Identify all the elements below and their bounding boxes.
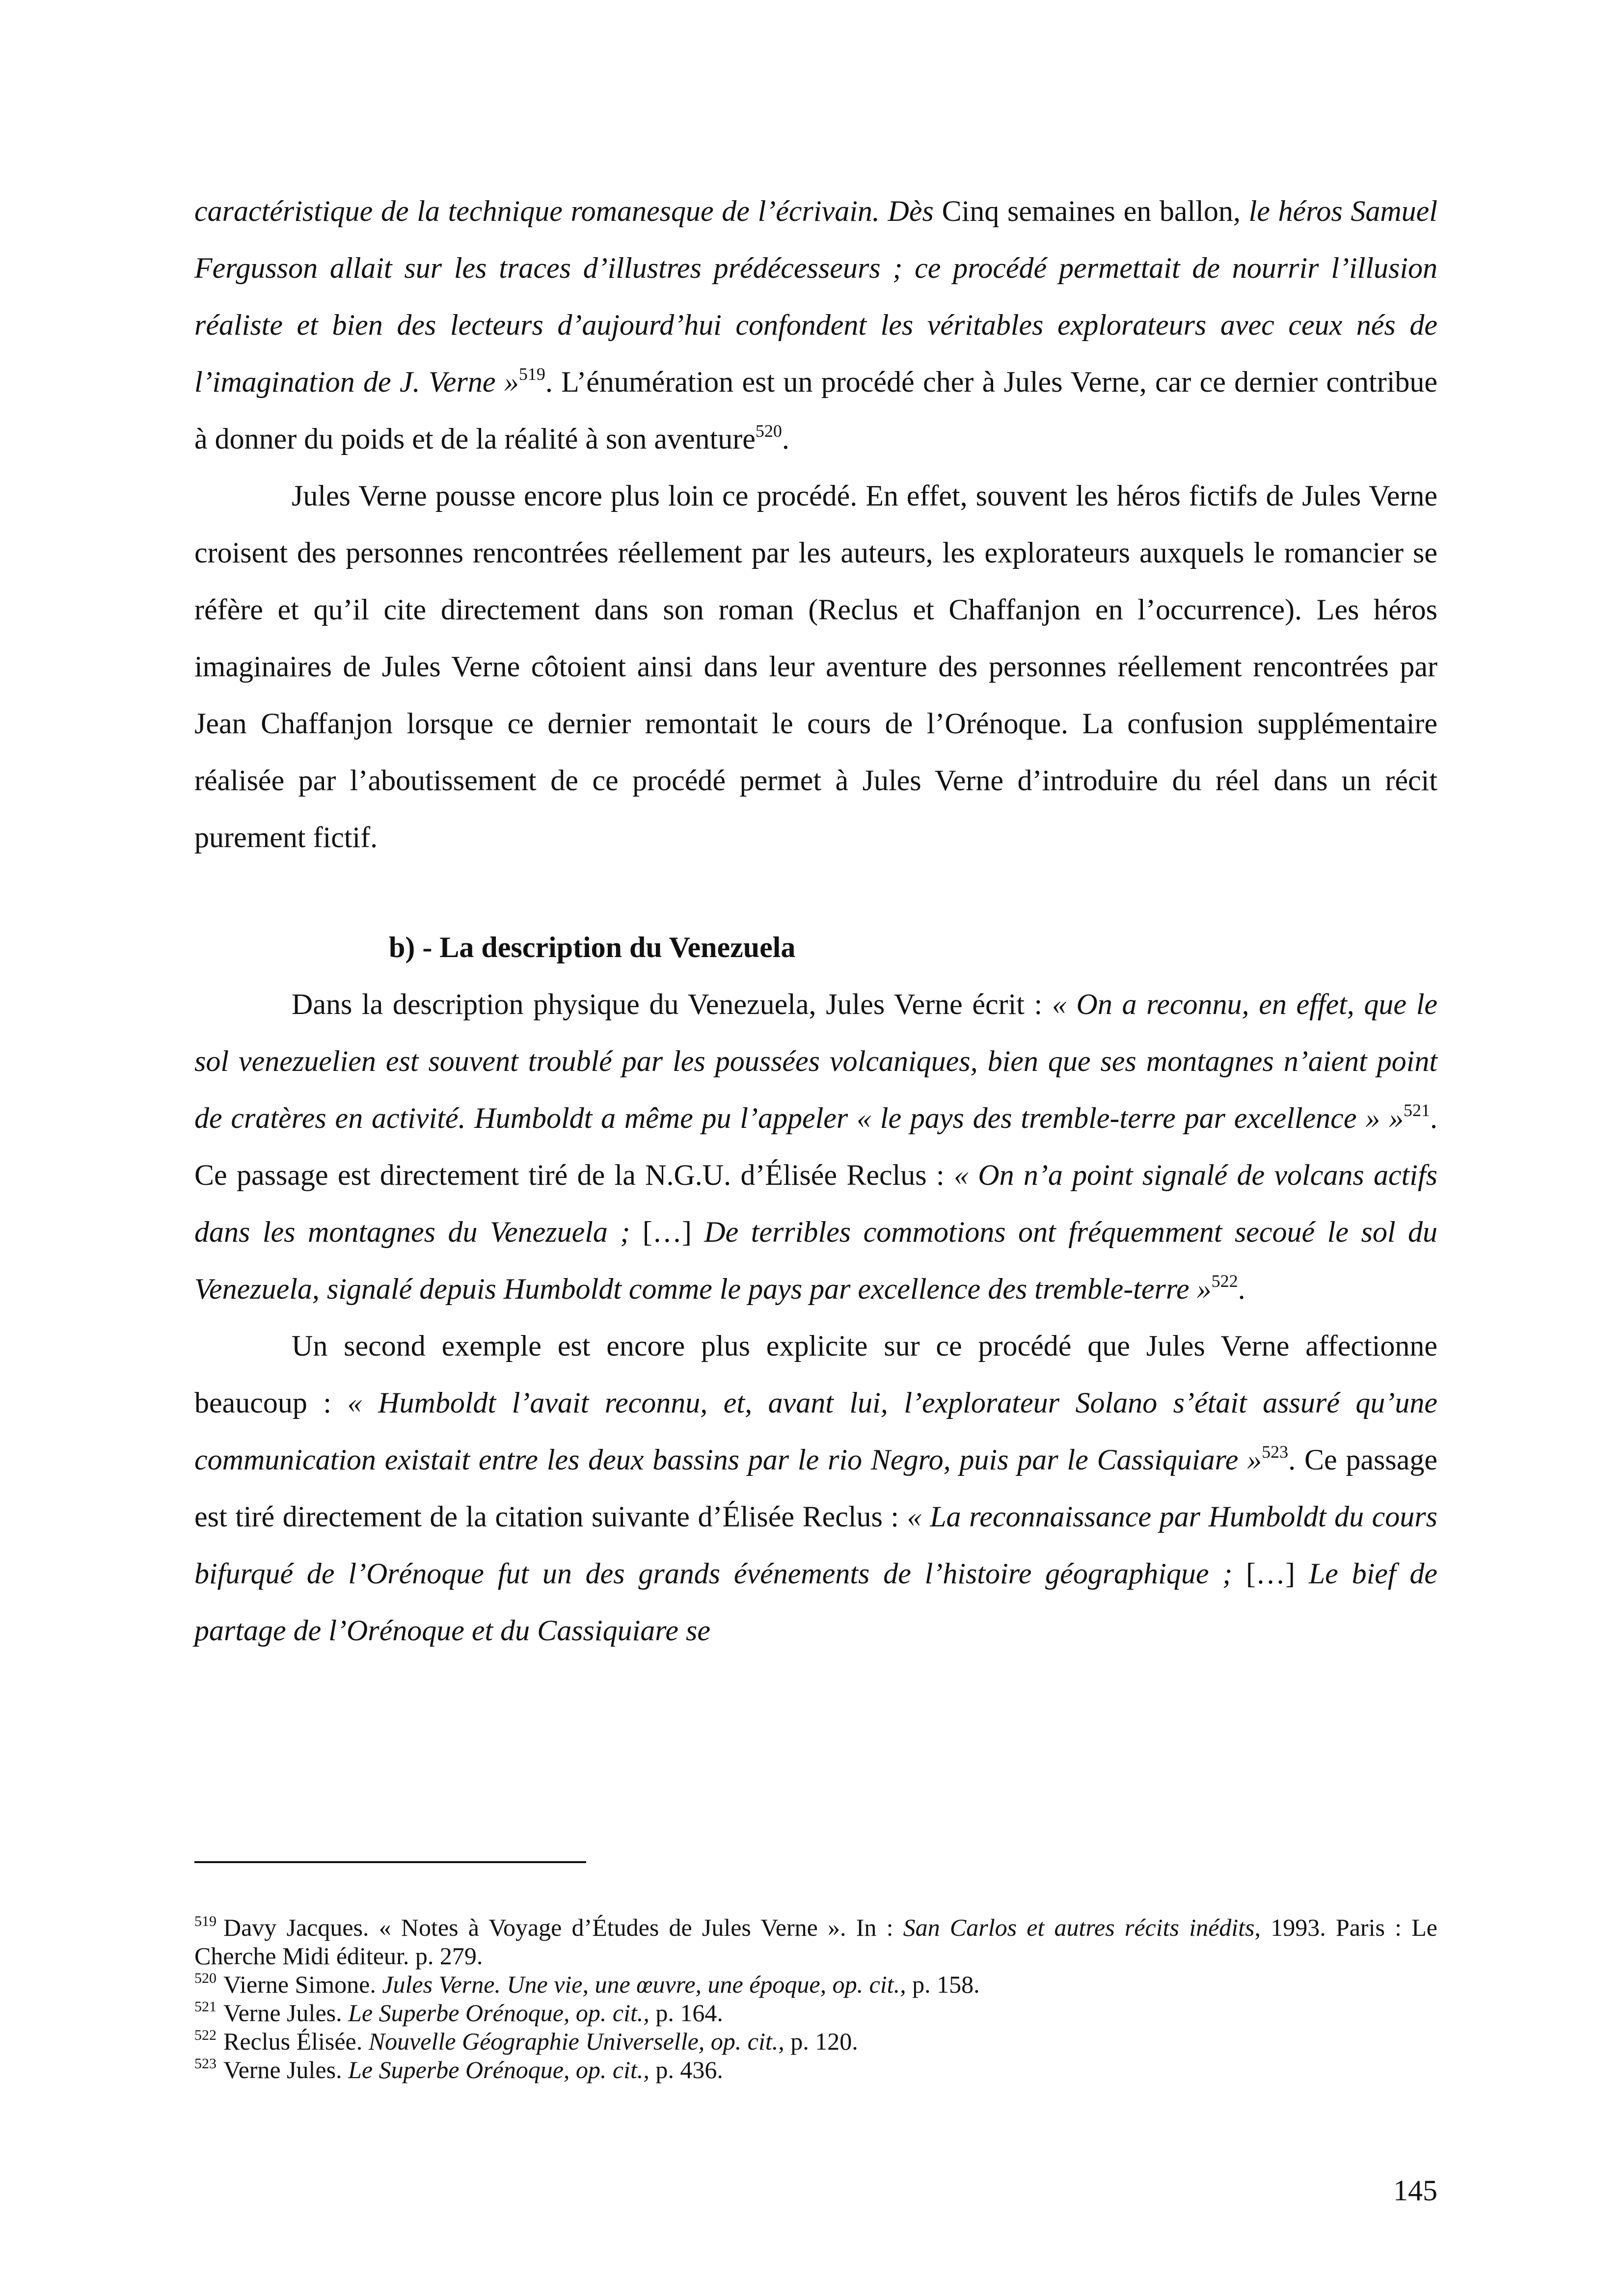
footnote-text: Verne Jules. [223, 1999, 349, 2027]
paragraph-text: . L’énumération est un procédé cher à Jules Verne, car ce dernier contribue à donner du poids et de la réalité à son aventure [194, 366, 1437, 455]
paragraph-text: . Ce passage est directement tiré de la N.G.U. d’Élisée Reclus : [194, 1102, 1437, 1191]
footnote-ref-521[interactable]: 521 [1404, 1100, 1430, 1120]
footnote-ref-520[interactable]: 520 [755, 421, 782, 441]
quote-text: « On a reconnu, en effet, que le sol venezuelien est souvent troublé par les poussées volcaniques, bien que ses montagnes n’aient point de cratères en activité. Humboldt a même pu l’appeler « le pays des tremble-terre par excellence » » [194, 988, 1437, 1134]
footnote [194, 1999, 1437, 2027]
paragraph-text: Un second exemple est encore plus explicite sur ce procédé que Jules Verne affectionne beaucoup : [194, 1330, 1437, 1419]
footnote-text: Davy Jacques. « Notes à Voyage d’Études de Jules Verne ». In : [223, 1914, 903, 1941]
footnote-number: 520 [194, 1970, 216, 1986]
footnote-ref-523[interactable]: 523 [1262, 1442, 1289, 1462]
body-text [194, 183, 1437, 1659]
quote-text: De terribles commotions ont fréquemment secoué le sol du Venezuela, signalé depuis Humboldt comme le pays par excellence des tremble-terre » [194, 1216, 1437, 1305]
footnote-text: Reclus Élisée. [223, 2028, 369, 2055]
footnote-text: , 1993. Paris : Le Cherche Midi éditeur. p. 279. [194, 1914, 1437, 1970]
footnote-text: p. 120. [784, 2028, 858, 2055]
quote-text: « Humboldt l’avait reconnu, et, avant lui, l’explorateur Solano s’était assuré qu’une communication existait entre les deux bassins par le rio Negro, puis par le Cassiquiare » [194, 1387, 1437, 1476]
paragraph-4 [194, 1317, 1437, 1659]
footnote-text: p. 158. [906, 1971, 980, 1998]
paragraph-1 [194, 183, 1437, 467]
ellipsis-text: […] [630, 1216, 704, 1248]
paragraph-text: . [782, 423, 789, 455]
quote-text: « On n’a point signalé de volcans actifs dans les montagnes du Venezuela ; [194, 1159, 1437, 1248]
paragraph-3 [194, 976, 1437, 1317]
quote-text: Le bief de partage de l’Orénoque et du Cassiquiare se [194, 1557, 1438, 1647]
footnote-separator [194, 1861, 586, 1863]
footnote-number: 522 [194, 2027, 216, 2043]
quote-text: , le héros Samuel Fergusson allait sur les traces d’illustres prédécesseurs ; ce procédé permettait de nourrir l’illusion réaliste et bien des lecteurs d’aujourd’hui confondent les véritables explorateurs avec ceux nés de l’imagination de J. Verne » [194, 195, 1437, 398]
quote-text: « La reconnaissance par Humboldt du cours bifurqué de l’Orénoque fut un des grands événements de l’histoire géographique ; [194, 1500, 1437, 1590]
footnote [194, 1970, 1437, 1999]
section-heading: b) - La description du Venezuela [389, 931, 796, 963]
quote-text: caractéristique de la technique romanesque de l’écrivain. Dès [194, 195, 942, 227]
footnote [194, 1913, 1437, 1970]
footnote-text: p. 436. [649, 2056, 723, 2083]
footnote-title: Le Superbe Orénoque, op. cit., [348, 1999, 649, 2027]
footnote-title: Nouvelle Géographie Universelle, op. cit., [368, 2028, 784, 2055]
paragraph-2: Jules Verne pousse encore plus loin ce procédé. En effet, souvent les héros fictifs de Jules Verne croisent des personnes rencontrées réellement par les auteurs, les explorateurs auxquels le romancier se réfère et qu’il cite directement dans son roman (Reclus et Chaffanjon en l’occurrence). Les héros imaginaires de Jules Verne côtoient ainsi dans leur aventure des personnes réellement rencontrées par Jean Chaffanjon lorsque ce dernier remontait le cours de l’Orénoque. La confusion supplémentaire réalisée par l’aboutissement de ce procédé permet à Jules Verne d’introduire du réel dans un récit purement fictif. [194, 480, 1437, 854]
footnote-ref-522[interactable]: 522 [1211, 1271, 1238, 1291]
footnotes [194, 1913, 1437, 2084]
footnote-text: Vierne Simone. [223, 1971, 382, 1998]
paragraph-text: . Ce passage est tiré directement de la citation suivante d’Élisée Reclus : [194, 1443, 1437, 1533]
footnote-title: Jules Verne. Une vie, une œuvre, une époque, op. cit., [382, 1971, 906, 1998]
ellipsis-text: […] [1232, 1557, 1309, 1590]
footnote-number: 523 [194, 2056, 216, 2072]
page-number: 145 [1393, 2174, 1437, 2207]
footnote [194, 2056, 1437, 2084]
footnote-ref-519[interactable]: 519 [518, 364, 545, 384]
footnote-text: p. 164. [649, 1999, 723, 2027]
footnote-title: Le Superbe Orénoque, op. cit., [348, 2056, 649, 2083]
footnote-number: 519 [194, 1913, 216, 1929]
paragraph-text: Dans la description physique du Venezuela, Jules Verne écrit : [292, 988, 1052, 1020]
footnote [194, 2027, 1437, 2056]
footnote-number: 521 [194, 1999, 216, 2015]
footnote-text: Verne Jules. [223, 2056, 349, 2083]
paragraph-text: . [1238, 1273, 1245, 1305]
book-title: Cinq semaines en ballon [942, 195, 1233, 227]
footnote-title: San Carlos et autres récits inédits [903, 1914, 1255, 1941]
